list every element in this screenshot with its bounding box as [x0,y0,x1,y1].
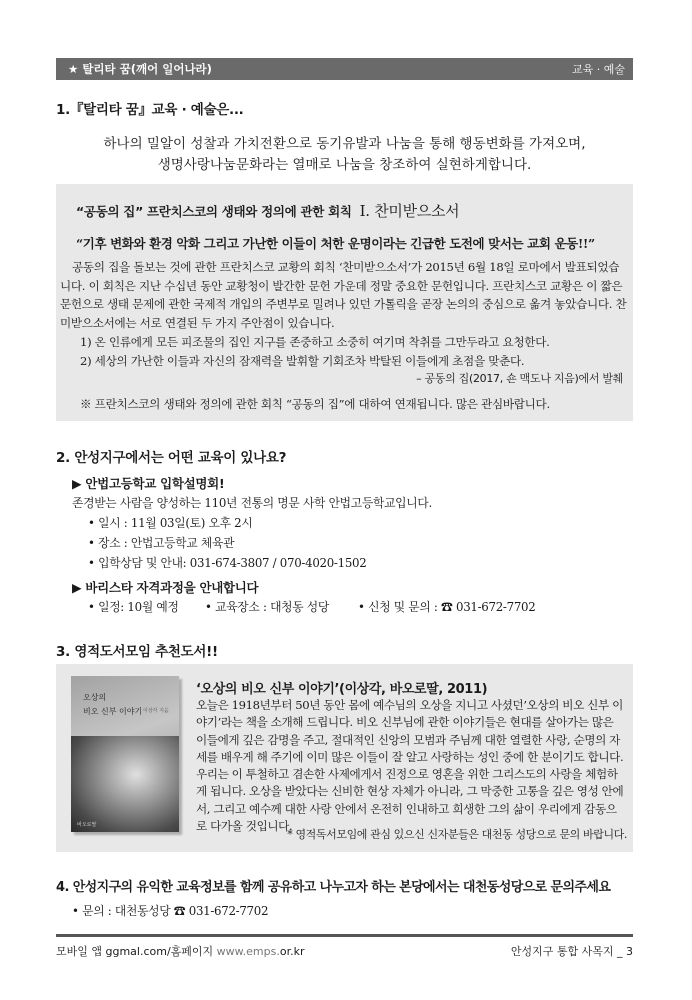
encyclical-point-2: 2) 세상의 가난한 이들과 자신의 잠재력을 발휘할 기회조차 박탈된 이들에게 초점을 맞춘다. [80,353,525,368]
section4-contact: • 문의 : 대천동성당 ☎ 031-672-7702 [72,904,269,918]
book-cover-subtitle: 이상각 지음 [143,708,169,714]
header-title: ★ 탈리타 꿈(깨어 일어나라) [68,62,212,76]
book-title: ‘오상의 비오 신부 이야기’(이상각, 바오로딸, 2011) [196,682,488,697]
section4-heading: 4. 안성지구의 유익한 교육정보를 함께 공유하고 나누고자 하는 본당에서는 대천동성당으로 문의주세요 [56,880,611,895]
event1-item-date: • 일시 : 11월 03일(토) 오후 2시 [88,516,253,530]
footer-left [56,943,304,959]
footer-app: 모바일 앱 ggmal.com/홈페이지 [56,945,217,958]
book-cover-title-1: 오상의 [83,693,107,702]
encyclical-source: – 공동의 집(2017, 숀 맥도나 지음)에서 발췌 [416,372,623,386]
book-box [56,664,633,852]
section2-heading: 2. 안성지구에서는 어떤 교육이 있나요? [56,450,287,466]
event1-item-place: • 장소 : 안법고등학교 체육관 [88,536,235,550]
book-note: * 영적독서모임에 관심 있으신 신자분들은 대천동 성당으로 문의 바랍니다. [287,828,627,841]
header-category: 교육 · 예술 [572,63,625,76]
footer-url-end: or.kr [279,945,305,958]
event1-desc: 존경받는 사람을 양성하는 110년 전통의 명문 사학 안법고등학교입니다. [72,496,432,510]
footer-page-info: 안성지구 통합 사목지 _ 3 [510,945,633,958]
event2-title: ▶ 바리스타 자격과정을 안내합니다 [72,580,259,595]
event2-schedule: • 일정: 10월 예정 [88,600,179,614]
encyclical-title-roman: Ⅰ. 찬미받으소서 [359,202,460,220]
encyclical-quote: “기후 변화와 환경 악화 그리고 가난한 이들이 처한 운명이라는 긴급한 도전에 맞서는 교회 운동!!” [76,236,595,251]
event1-item-contact: • 입학상담 및 안내: 031-674-3807 / 070-4020-1502 [88,556,367,570]
event2-place: • 교육장소 : 대청동 성당 [205,600,329,614]
page-header-bar [56,58,633,80]
book-cover-photo [71,736,179,832]
mission-line-2: 생명사랑나눔문화라는 열매로 나눔을 창조하여 실현하게합니다. [157,157,532,173]
book-description: 오늘은 1918년부터 50년 동안 몸에 예수님의 오상을 지니고 사셨던’오상의 비오 신부 이야기’라는 책을 소개해 드립니다. 비오 신부님에 관한 이야기들은 현대를 살아가는 많은 이들에게 깊은 감명을 주고, 절대적인 신앙의 모범과 주님께 대한 열렬한 사랑, 순명의 자세를 배우게 해 주기에 이미 많은 이들이 잘 알고 사랑하는 성인 중에 한 분이기도 합니다. 우리는 이 투철하고 겸손한 사제에게서 진정으로 영혼을 위한 그리스도의 사랑을 체험하게 됩니다. 오상을 받았다는 신비한 현상 자체가 아니라, 그 막중한 고통을 깊은 영성 안에서, 그리고 예수께 대한 사랑 안에서 온전히 인내하고 희생한 그의 삶이 우리에게 감동으로 다가올 것입니다. [196,698,624,834]
encyclical-body [60,258,629,414]
encyclical-paragraph: 공동의 집을 돌보는 것에 관한 프란치스코 교황의 회칙 ‘찬미받으소서’가 2015년 6월 18일 로마에서 발표되었습니다. 이 회칙은 지난 수십년 동안 교황청이 발간한 문헌 가운데 정말 중요한 문헌입니다. 프란치스코 교황은 이 짧은 문헌으로 생태 문제에 관한 국제적 개입의 주변부로 밀려나 있던 가톨릭을 곧장 논의의 중심으로 옮겨 놓았습니다. 찬미받으소서에는 서로 연결된 두 가지 주안점이 있습니다. [60,260,627,331]
mission-line-1: 하나의 밀알이 성찰과 가치전환으로 동기유발과 나눔을 통해 행동변화를 가져오며, [103,136,586,152]
event2-contact: • 신청 및 문의 : ☎ 031-672-7702 [358,600,536,614]
encyclical-note: ※ 프란치스코의 생태와 정의에 관한 회칙 “공동의 집”에 대하여 연재됩니다. 많은 관심바랍니다. [80,396,550,411]
mission-statement [56,134,633,176]
encyclical-box [56,184,633,421]
section1-heading: 1.『탈리타 꿈』교육 · 예술은... [56,102,244,118]
encyclical-title [76,200,459,221]
event1-title: ▶ 안법고등학교 입학설명회! [72,476,225,491]
section3-heading: 3. 영적도서모임 추천도서!! [56,644,218,660]
footer-url-gray: www.emps. [216,945,280,958]
encyclical-title-main: “공동의 집” 프란치스코의 생태와 정의에 관한 회칙 [76,204,352,219]
encyclical-point-1: 1) 온 인류에게 모든 피조물의 집인 지구를 존중하고 소중히 여기며 착취를 그만두라고 요청한다. [80,334,550,349]
book-cover-title-2: 비오 신부 이야기 [83,707,143,716]
book-cover-image [71,676,179,832]
book-cover-publisher: 바오로딸 [77,822,97,828]
footer-rule [56,934,633,937]
